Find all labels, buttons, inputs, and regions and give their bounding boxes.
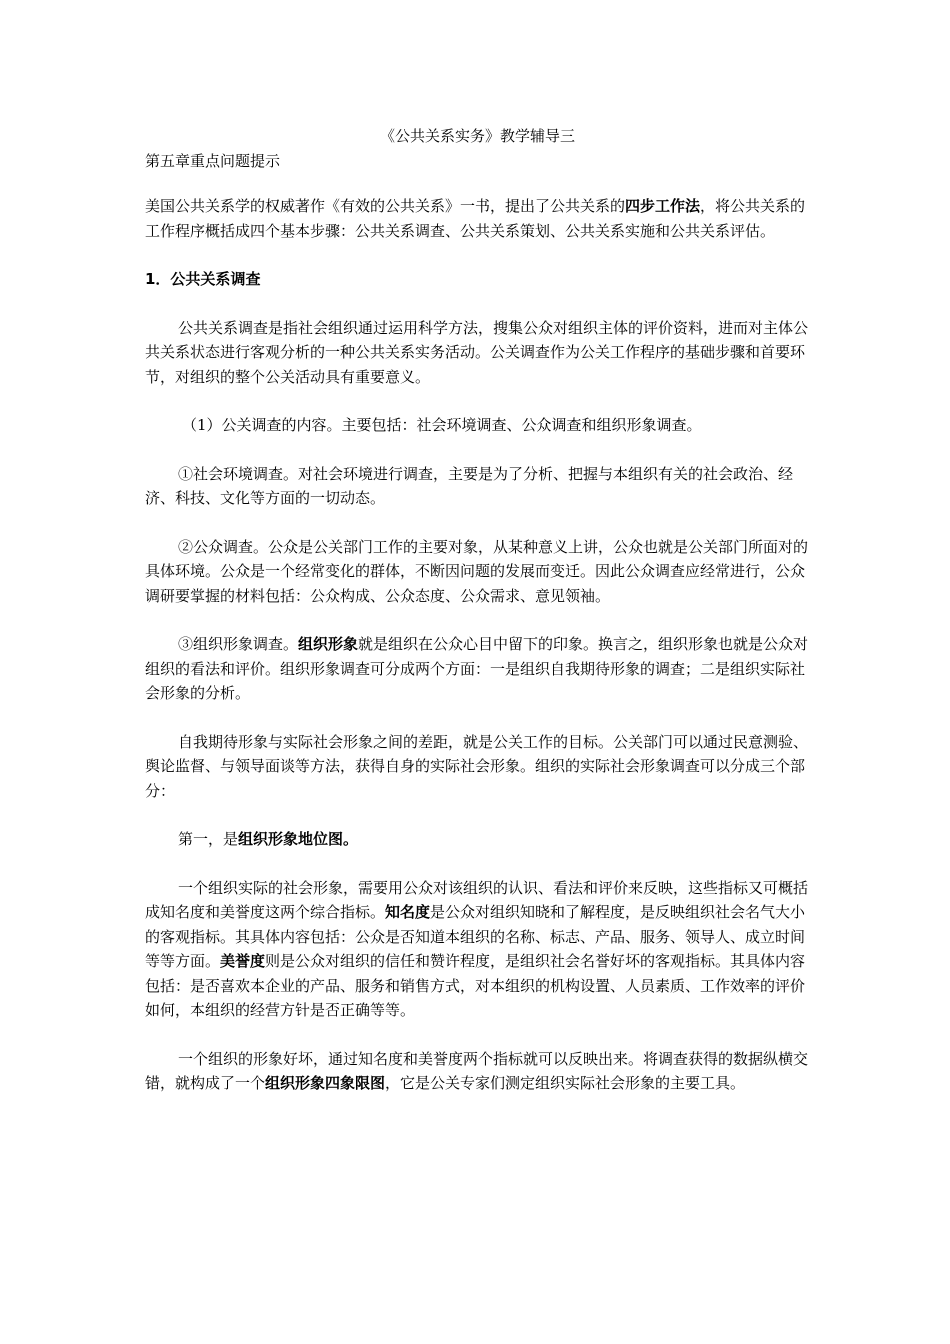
pr-survey-definition-paragraph: 公共关系调查是指社会组织通过运用科学方法，搜集公众对组织主体的评价资料，进而对主体公共关系状态进行客观分析的一种公共关系实务活动。公关调查作为公关工作程序的基础步骤和首要环节，对组织的整个公关活动具有重要意义。	[145, 318, 809, 386]
intro-text-before: 美国公共关系学的权威著作《有效的公共关系》一书，提出了公共关系的	[145, 197, 626, 215]
document-title: 《公共关系实务》教学辅导三	[379, 127, 575, 145]
quadrant-chart-paragraph	[145, 1047, 810, 1096]
social-environment-survey-paragraph: ①社会环境调查。对社会环境进行调查，主要是为了分析、把握与本组织有关的社会政治、经济、科技、文化等方面的一切动态。	[145, 464, 794, 507]
document-content	[145, 124, 810, 1096]
image-gap-paragraph: 自我期待形象与实际社会形象之间的差距，就是公关工作的目标。公关部门可以通过民意测验、舆论监督、与领导面谈等方法，获得自身的实际社会形象。组织的实际社会形象调查可以分成三个部分：	[145, 732, 809, 800]
item3-text-before: ③组织形象调查。	[178, 635, 299, 653]
reputation-indicators-paragraph	[145, 876, 810, 1023]
image-position-map-term: 组织形象地位图。	[238, 830, 359, 848]
intro-text-after: ，将公共关系的工作程序概括成四个基本步骤：公共关系调查、公共关系策划、公共关系实施和公共关系评估。	[145, 197, 806, 240]
first-part-prefix: 第一，是	[178, 830, 239, 848]
organization-image-term: 组织形象	[298, 635, 359, 653]
item3-text-after: 就是组织在公众心目中留下的印象。换言之，组织形象也就是公众对组织的看法和评价。组织形象调查可分成两个方面：一是组织自我期待形象的调查；二是组织实际社会形象的分析。	[145, 635, 809, 702]
first-part-heading	[145, 827, 810, 852]
quadrant-text-after: ，它是公关专家们测定组织实际社会形象的主要工具。	[385, 1074, 746, 1092]
reputation-text-2: 是公众对组织知晓和了解程度，是反映组织社会名气大小的客观指标。其具体内容包括：公众是否知道本组织的名称、标志、产品、服务、领导人、成立时间等等方面。	[145, 903, 806, 970]
image-quadrant-chart-term: 组织形象四象限图	[265, 1074, 386, 1092]
reputation-text-1: 一个组织实际的社会形象，需要用公众对该组织的认识、看法和评价来反映，这些指标又可概括成知名度和美誉度这两个综合指标。	[145, 878, 809, 921]
quadrant-text-before: 一个组织的形象好坏，通过知名度和美誉度两个指标就可以反映出来。将调查获得的数据纵横交错，就构成了一个	[145, 1049, 809, 1092]
intro-paragraph	[145, 194, 810, 243]
organization-image-survey-paragraph	[145, 632, 810, 706]
section-heading-pr-survey: 1．公共关系调查	[145, 270, 261, 288]
public-survey-paragraph: ②公众调查。公众是公关部门工作的主要对象，从某种意义上讲，公众也就是公关部门所面对的具体环境。公众是一个经常变化的群体，不断因问题的发展而变迁。因此公众调查应经常进行，公众调研要掌握的材料包括：公众构成、公众态度、公众需求、意见领袖。	[145, 537, 809, 605]
awareness-term: 知名度	[385, 903, 431, 921]
four-step-method-term: 四步工作法	[625, 197, 701, 215]
chapter-heading: 第五章重点问题提示	[145, 152, 281, 170]
survey-content-intro: （1）公关调查的内容。主要包括：社会环境调查、公众调查和组织形象调查。	[182, 416, 702, 434]
reputation-term: 美誉度	[220, 952, 266, 970]
reputation-text-3: 则是公众对组织的信任和赞许程度，是组织社会名誉好坏的客观指标。其具体内容包括：是否喜欢本企业的产品、服务和销售方式，对本组织的机构设置、人员素质、工作效率的评价如何，本组织的经营方针是否正确等等。	[145, 952, 806, 1019]
